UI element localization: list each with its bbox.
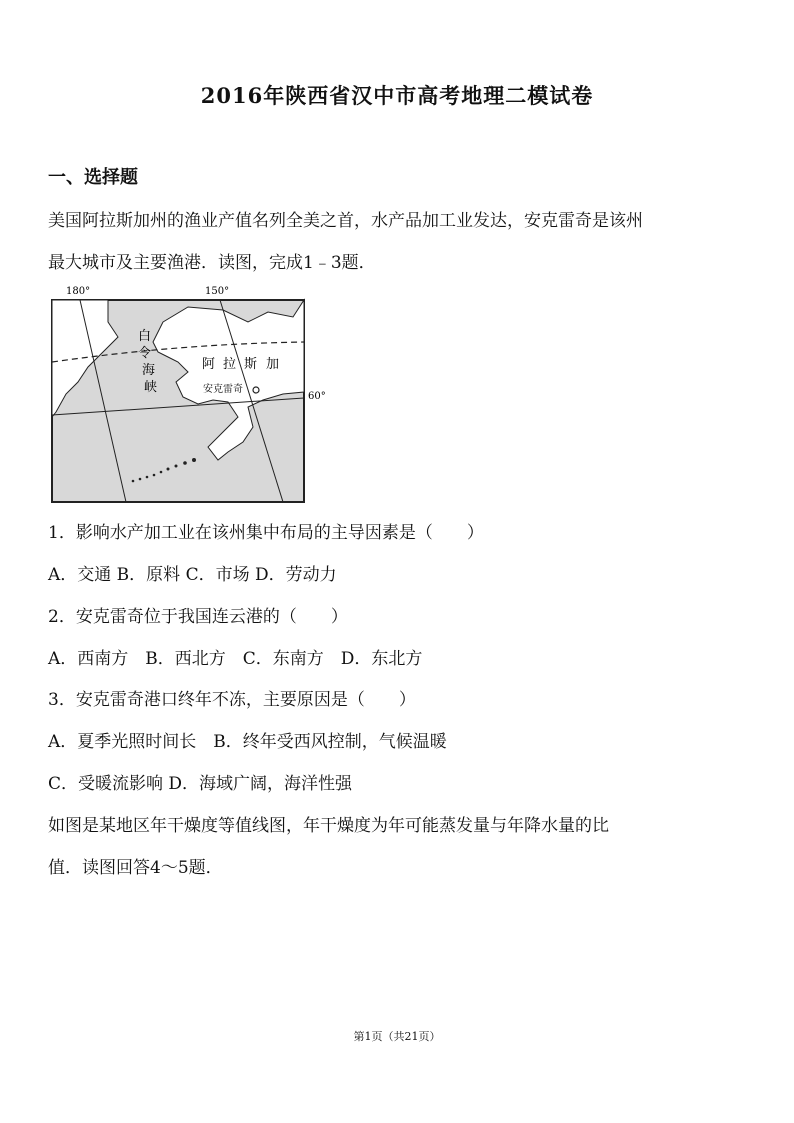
page-title: 2016年陕西省汉中市高考地理二模试卷 [200,83,594,108]
alaska-map [48,282,333,507]
strait-char-4: 峡 [144,380,158,395]
strait-char-2: 令 [138,346,152,361]
section-heading: 一、选择题 [48,167,138,188]
question-2-options: A．西南方 B．西北方 C．东南方 D．东北方 [48,649,423,669]
region-char-1: 阿 [202,357,216,372]
region-char-2: 拉 [223,357,237,372]
anchorage-label: 安克雷奇 [203,384,243,395]
region-char-4: 加 [266,357,280,372]
strait-char-1: 白 [138,329,152,344]
question-3-options-line-2: C．受暖流影响 D．海域广阔，海洋性强 [48,774,353,794]
intro-paragraph-line-1: 美国阿拉斯加州的渔业产值名列全美之首，水产品加工业发达，安克雷奇是该州 [48,211,643,231]
question-3-stem: 3．安克雷奇港口终年不冻，主要原因是（ ） [48,690,416,710]
anchorage-marker [253,387,259,393]
page-footer: 第1页（共21页） [353,1030,441,1043]
region-char-3: 斯 [244,357,258,372]
intro2-paragraph-line-1: 如图是某地区年干燥度等值线图，年干燥度为年可能蒸发量与年降水量的比 [48,816,609,836]
lon-180-label: 180° [66,286,91,297]
question-2-stem: 2．安克雷奇位于我国连云港的（ ） [48,607,348,627]
lat-60-label: 60° [308,391,326,402]
question-1-options: A．交通 B．原料 C．市场 D．劳动力 [48,565,337,585]
lon-150-label: 150° [205,286,230,297]
question-1-stem: 1．影响水产加工业在该州集中布局的主导因素是（ ） [48,523,484,543]
question-3-options-line-1: A．夏季光照时间长 B．终年受西风控制，气候温暖 [48,732,447,752]
strait-char-3: 海 [142,363,156,378]
intro2-paragraph-line-2: 值．读图回答4～5题． [48,858,223,878]
intro-paragraph-line-2: 最大城市及主要渔港．读图，完成1﹣3题． [48,253,376,273]
